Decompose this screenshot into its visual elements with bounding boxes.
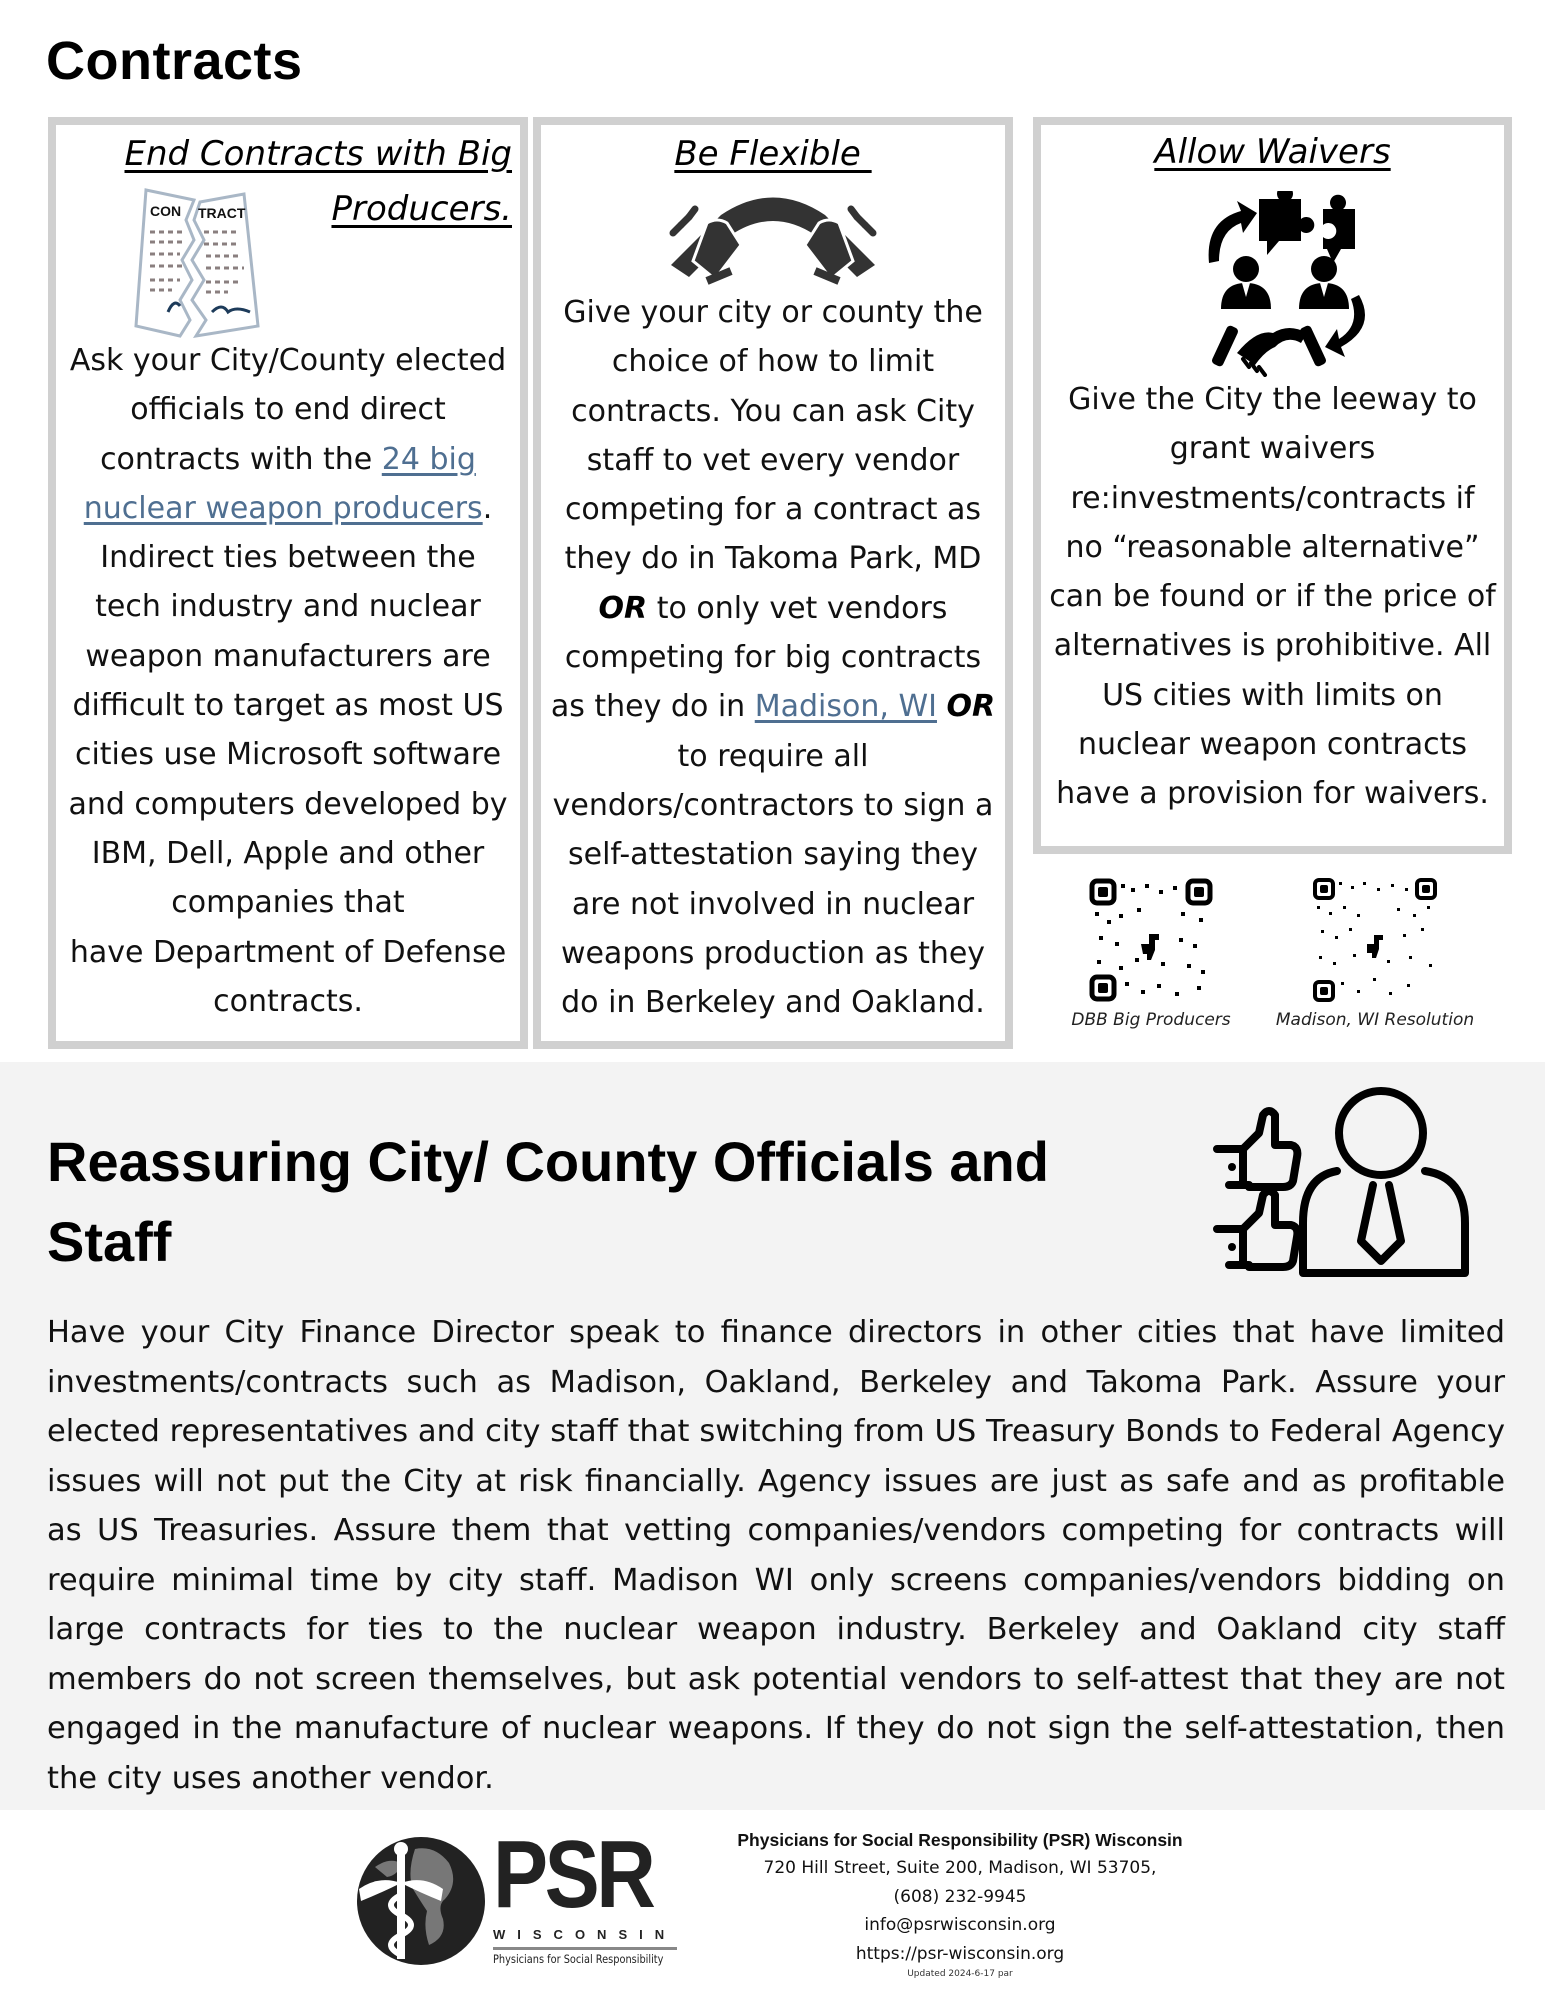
logo-state: WISCONSIN (493, 1927, 677, 1942)
big-producers-link[interactable]: 24 big nuclear weapon producers (83, 441, 483, 526)
website-link[interactable]: https://psr-wisconsin.org (855, 1943, 1065, 1964)
negotiation-handshake-icon (1201, 191, 1373, 377)
card-body (541, 288, 1005, 1027)
card-body-text: . Indirect ties between the tech industry and nuclear weapon manufacturers are difficult to target as most US cities use Microsoft software and computers developed by IBM, Dell, Apple and other companies that (68, 490, 508, 921)
footer-contact (700, 1826, 1220, 1980)
or-emphasis: OR (946, 689, 996, 725)
qr-code-icon[interactable] (1313, 878, 1437, 1002)
logo-letters: PSR (493, 1821, 653, 1928)
svg-text:CON: CON (150, 203, 182, 219)
phone: (608) 232-9945 (893, 1886, 1027, 1907)
card-body (56, 336, 520, 1026)
globe-caduceus-icon (355, 1835, 487, 1967)
torn-contract-icon (132, 180, 292, 340)
card-end-contracts (48, 117, 528, 1049)
qr-label: DBB Big Producers (1071, 1010, 1231, 1030)
section-title-reassuring: Reassuring City/ County Officials and Staff (47, 1130, 1049, 1273)
updated-note: Updated 2024-6-17 par (907, 1969, 1013, 1979)
address: 720 Hill Street, Suite 200, Madison, WI 53705, (763, 1858, 1157, 1878)
card-body-text: to only vet vendors competing for big contracts as they do in (550, 590, 982, 725)
card-body-text: Ask your City/County elected officials to end direct contracts with the (69, 343, 507, 477)
reassuring-body: Have your City Finance Director speak to finance directors in other cities that have limited investments/contracts such as Madison, Oakland, Berkeley and Takoma Park. Assure your elected representatives and city staff that switching from US Treasury Bonds to Federal Agency issues will not put the City at risk financially. Agency issues are just as safe and as profitable as US Treasuries. Assure them that vetting companies/vendors competing for contracts will require minimal time by city staff. Madison WI only screens companies/vendors bidding on large contracts for ties to the nuclear weapon industry. Berkeley and Oakland city staff members do not screen themselves, but ask potential vendors to self-attest that they are not engaged in the manufacture of nuclear weapons. If they do not sign the self-attestation, then the city uses another vendor. (47, 1315, 1505, 1796)
or-emphasis: OR (598, 590, 648, 626)
logo-tagline: Physicians for Social Responsibility (493, 1952, 664, 1966)
logo-divider (493, 1947, 677, 1950)
card-body: Give the City the leeway to grant waivers re:investments/contracts if no “reasonable alternative” can be found or if the price of alternatives is prohibitive. All US cities with limits on nuclear weapon contracts have a provision for waivers. (1049, 382, 1496, 812)
card-body-text: have Department of Defense contracts. (69, 934, 507, 1019)
card-title: Allow Waivers (1154, 132, 1391, 172)
svg-text:TRACT: TRACT (198, 205, 246, 221)
card-body-text: to require all vendors/contractors to sign a self-attestation saying they are not involved in nuclear weapons production as they do in Berkeley and Oakland. (552, 738, 994, 1021)
card-be-flexible (533, 117, 1013, 1049)
madison-wi-link[interactable]: Madison, WI (754, 689, 937, 725)
hands-bending-bar-icon (651, 185, 895, 285)
card-allow-waivers (1033, 117, 1512, 854)
card-title: Be Flexible (674, 134, 872, 174)
qr-label: Madison, WI Resolution (1275, 1010, 1475, 1030)
card-title-line: Producers. (331, 189, 512, 229)
card-body-text: Give your city or county the choice of how to limit contracts. You can ask City staff to vet every vendor competing for a contract as they do in Takoma Park, MD (563, 295, 983, 577)
card-title-line: End Contracts with Big (124, 134, 512, 174)
section-title-contracts: Contracts (46, 31, 303, 91)
email-link[interactable]: info@psrwisconsin.org (864, 1915, 1056, 1935)
qr-code-icon[interactable] (1089, 878, 1213, 1002)
official-approval-icon (1213, 1073, 1499, 1287)
org-name: Physicians for Social Responsibility (PSR) Wisconsin (737, 1830, 1183, 1850)
